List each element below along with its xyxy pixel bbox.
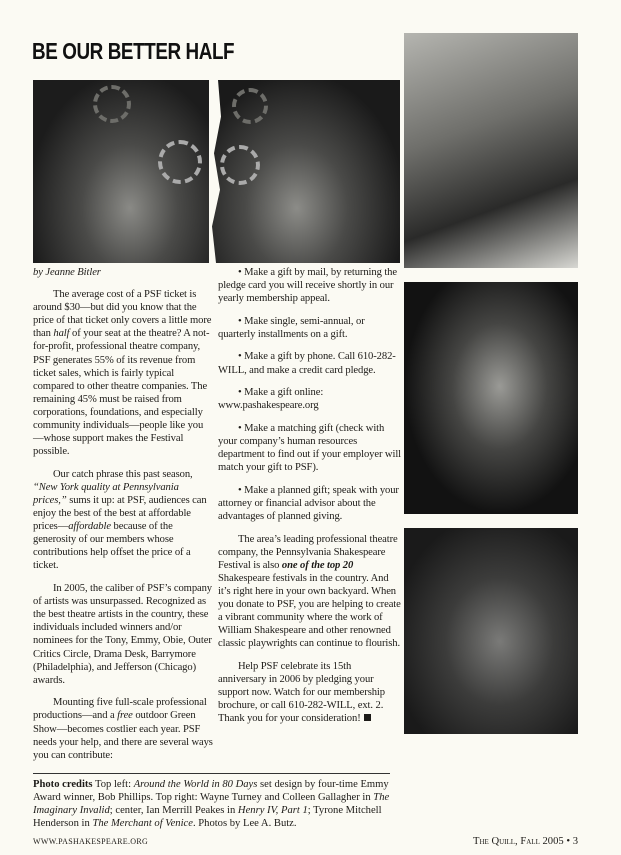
text-segment: “New York quality at Pennsylvania prices,” [33, 481, 179, 506]
paragraph [218, 386, 402, 412]
text-segment: • Make a gift by mail, by returning the pledge card you will receive shortly in our yearly membership appeal. [218, 267, 397, 305]
paragraph [218, 422, 402, 474]
paragraph [218, 315, 402, 341]
text-segment: Our catch phrase this past season, [53, 468, 193, 480]
text-segment: The Merchant of Venice [92, 818, 193, 830]
paragraph [33, 468, 213, 573]
article-columns [33, 266, 402, 771]
page-footer [33, 836, 578, 855]
gear-decoration [220, 145, 260, 185]
footer-website: WWW.PASHAKESPEARE.ORG [33, 837, 149, 847]
byline: by Jeanne Bitler [33, 267, 101, 278]
text-segment: Mounting five full-scale professional productions—and a [33, 697, 207, 722]
text-segment: outdoor Green Show—becomes costlier each year. PSF needs your help, and there are several ways you can contribute: [33, 710, 213, 761]
middle-body [218, 266, 402, 725]
paragraph [218, 350, 402, 376]
footer-issue: The Quill, Fall 2005 • 3 [473, 836, 578, 848]
gear-decoration [232, 88, 268, 124]
text-segment: The average cost of a PSF ticket is around $30—but did you know that the price of that ticket only covers a little more than [33, 289, 212, 340]
text-segment: free [117, 710, 133, 722]
stage-set-photo-right [212, 80, 400, 263]
text-segment: Help PSF celebrate its 15th anniversary in 2006 by pledging your support now. Watch for our membership brochure, or call 610-282-WILL, ext. 2. Thank you for your consideration! [218, 660, 385, 725]
text-segment: because of the generosity of our members whose contributions help offset the price of a ticket. [33, 521, 191, 572]
article-title: BE OUR BETTER HALF [32, 38, 235, 64]
text-segment: • Make a matching gift (check with your company’s human resources department to find out if your employer will match your gift to PSF). [218, 422, 402, 474]
text-segment: Around the World in 80 Days [133, 779, 258, 791]
paragraph [33, 288, 213, 458]
paragraph [33, 582, 213, 687]
stage-set-photo-left [33, 80, 209, 263]
paragraph [218, 266, 402, 305]
text-segment: affordable [68, 521, 111, 533]
text-segment: • Make a gift online: www.pashakespeare.org [218, 387, 324, 412]
text-segment: set design by four-time Emmy Award winner, Bob Phillips. Top right: Wayne Turney and Colleen Gallagher in [33, 779, 389, 804]
credits-divider [33, 773, 390, 774]
paragraph [218, 533, 402, 651]
text-segment: one of the top 20 [281, 559, 354, 571]
photo-imaginary-invalid [404, 33, 578, 268]
text-segment: • Make single, semi-annual, or quarterly installments on a gift. [218, 315, 365, 340]
text-segment: ; center, Ian Merrill Peakes in [109, 805, 238, 817]
paragraph [218, 660, 402, 725]
paragraph [218, 484, 402, 523]
article-column-left [33, 266, 213, 771]
end-mark-icon [364, 714, 371, 721]
text-segment: Henry IV, Part 1 [237, 805, 308, 817]
text-segment: • Make a gift by phone. Call 610-282-WILL, and make a credit card pledge. [218, 351, 396, 376]
text-segment: • Make a planned gift; speak with your attorney or financial advisor about the advantages of planned giving. [218, 484, 399, 522]
text-segment: In 2005, the caliber of PSF’s company of artists was unsurpassed. Recognized as the best theatre artists in the country, these individuals included winners and/or nominees for the Tony, Emmy, Obie, Outer Critics Circle, Drama Desk, Barrymore (Philadelphia), and Jefferson (Chicago) awards. [33, 583, 213, 686]
left-body [33, 288, 213, 762]
text-segment: The area’s leading professional theatre company, the Pennsylvania Shakespeare Festival is also [218, 533, 398, 571]
gear-decoration [158, 140, 202, 184]
text-segment: . Photos by Lee A. Butz. [192, 818, 297, 830]
paragraph [33, 696, 213, 761]
text-segment: Top left: [92, 779, 134, 791]
gear-decoration [93, 85, 131, 123]
article-body [33, 266, 578, 855]
text-segment: half [53, 328, 70, 340]
text-segment: The Imaginary Invalid [33, 792, 390, 817]
text-segment: Photo credits [33, 779, 93, 791]
text-segment: of your seat at the theatre? A not-for-profit, professional theatre company, PSF generates 55% of its revenue from ticket sales, which is fairly typical compared to other theatre companies. The remaining 45% must be raised from corporations, foundations, and especially community individuals—people like you—whose support makes the Festival possible. [33, 328, 210, 458]
article-column-middle [218, 266, 402, 771]
photo-credits [33, 778, 393, 830]
text-segment: Shakespeare festivals in the country. And it’s right here in your own backyard. When you donate to PSF, you are helping to create a vibrant community where the work of William Shakespeare and other renowned classic playwrights can continue to flourish. [218, 572, 401, 650]
text-segment: sums it up: at PSF, audiences can enjoy the best of the best at affordable prices— [33, 495, 207, 533]
text-segment: ; Tyrone Mitchell Henderson in [33, 805, 382, 830]
